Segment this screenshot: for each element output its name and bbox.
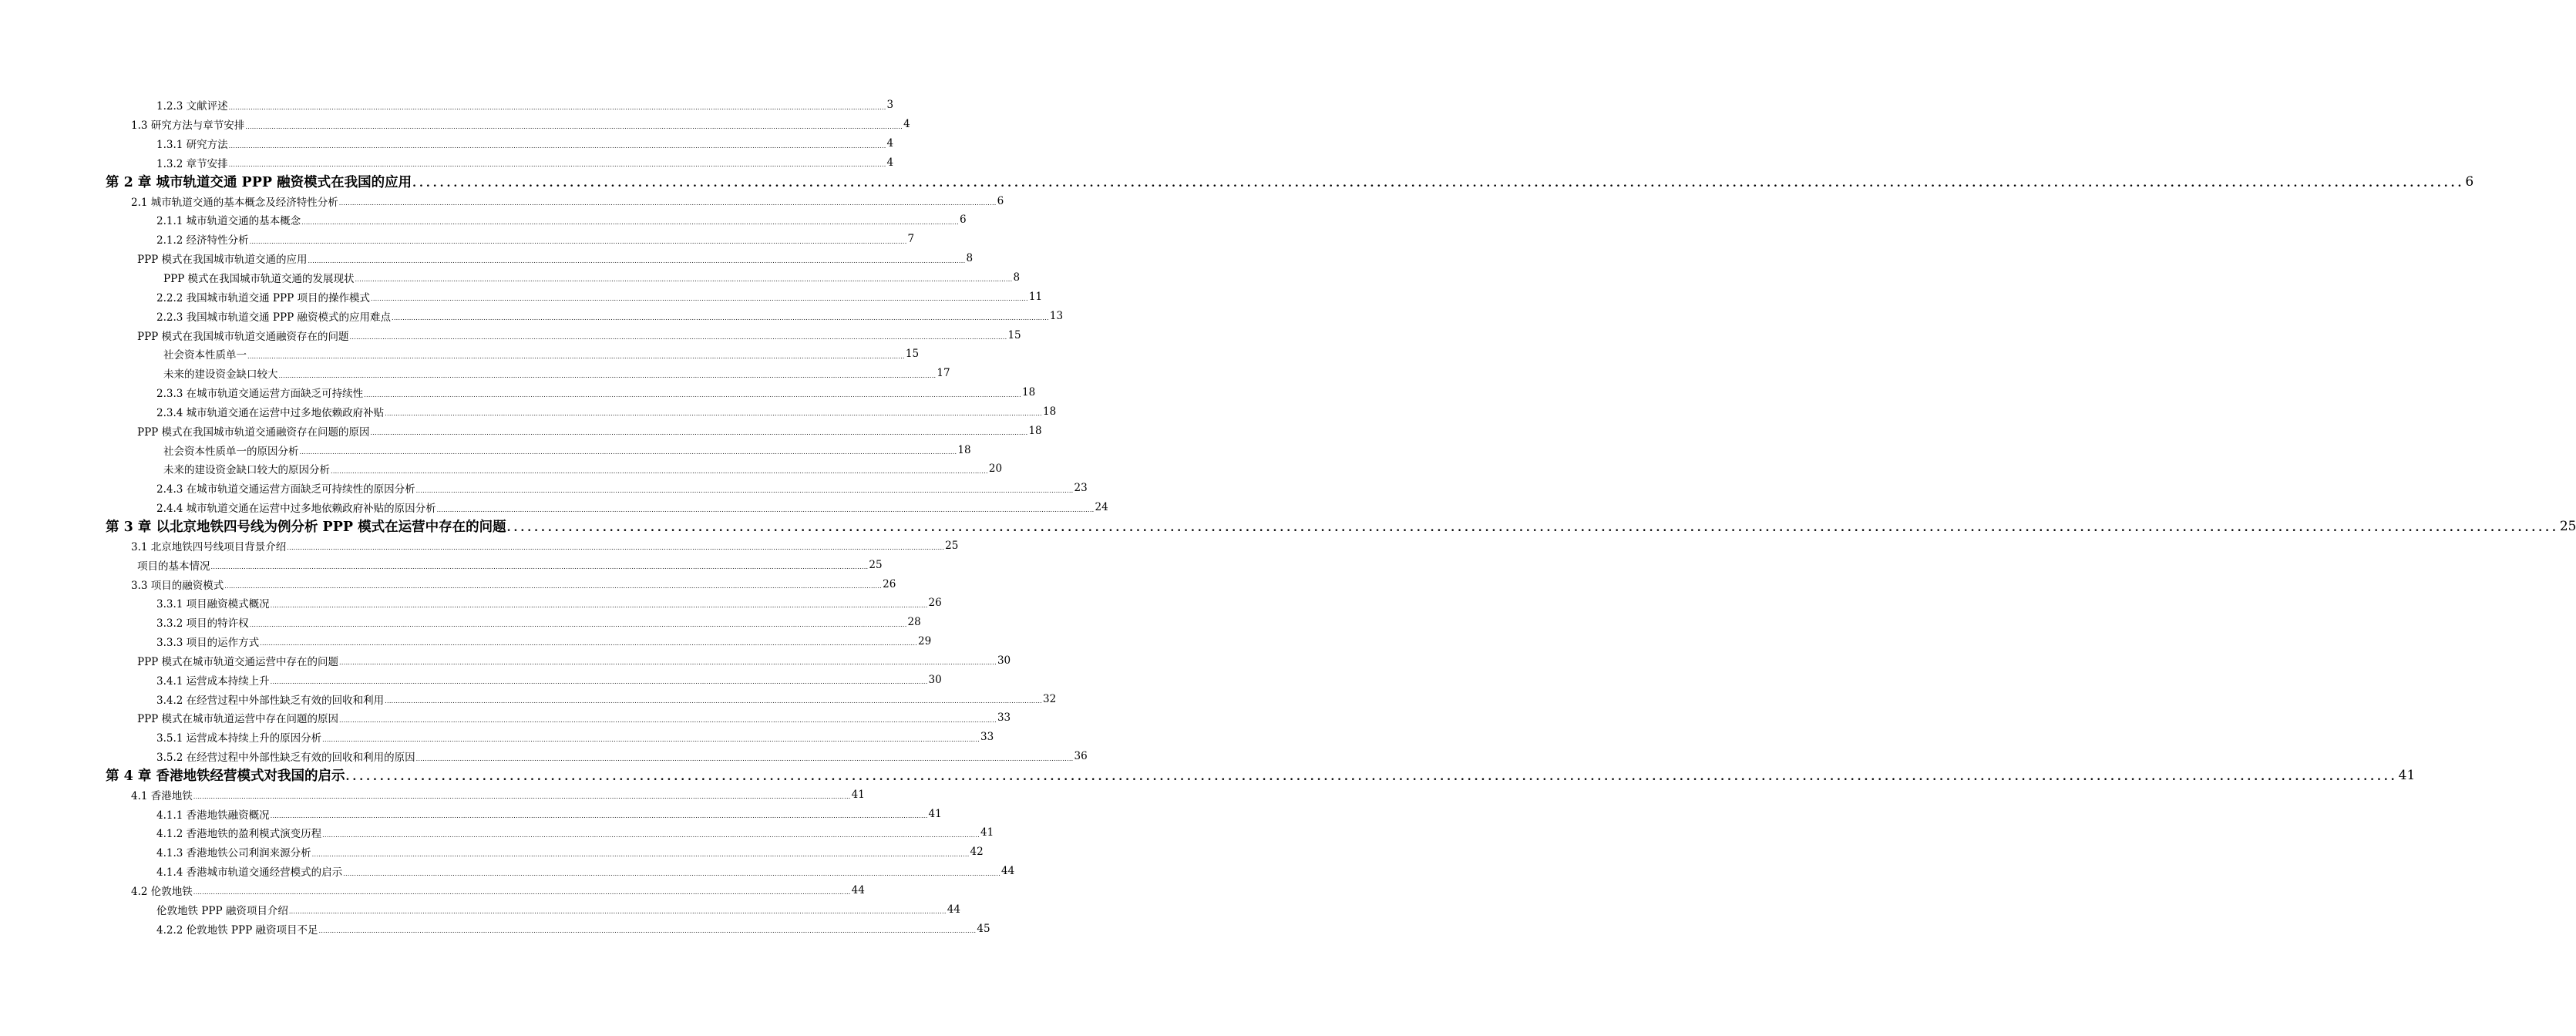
toc-entry-title: 3.3.3 项目的运作方式 (156, 637, 260, 650)
toc-entry[interactable] (0, 134, 894, 153)
toc-entry[interactable] (0, 383, 1036, 402)
toc-entry-page-number: 18 (1022, 386, 1036, 399)
toc-entry-title: 3.1 北京地铁四号线项目背景介绍 (131, 540, 287, 553)
toc-entry-title: PPP 模式在我国城市轨道交通融资存在问题的原因 (137, 426, 370, 439)
toc-entry-page-number: 32 (1043, 692, 1057, 705)
dot-leader: ............................................................................................................................................................................................................................................................................................................ (247, 352, 905, 360)
dot-leader: ............................................................................................................................................................................................................................................................................................................ (339, 659, 997, 667)
toc-entry-title: 2.4.4 城市轨道交通在运营中过多地依赖政府补贴的原因分析 (156, 503, 436, 516)
toc-entry-page-number: 25 (2559, 518, 2576, 534)
toc-entry-title: 项目的基本情况 (137, 560, 210, 573)
toc-chapter-entry[interactable] (0, 172, 2474, 191)
toc-entry[interactable] (0, 210, 967, 230)
toc-entry-title: 2.3.4 城市轨道交通在运营中过多地依赖政府补贴 (156, 406, 385, 419)
toc-entry-page-number: 42 (970, 846, 984, 859)
toc-entry-page-number: 6 (997, 194, 1004, 207)
toc-entry-title: 1.2.3 文献评述 (156, 100, 228, 113)
toc-chapter-entry[interactable] (0, 766, 2416, 785)
dot-leader: ............................................................................................................................................................................................................................................................................................................ (193, 793, 851, 801)
toc-entry-page-number: 30 (997, 654, 1011, 667)
toc-entry-title: 4.1.2 香港地铁的盈利模式演变历程 (156, 828, 322, 841)
dot-leader: ............................................................................................................................................................................................................................................................................................................ (385, 698, 1043, 705)
dot-leader: ............................................................................................................................................................................................................................................................................................................ (228, 103, 886, 111)
toc-entry-title: 第 2 章 城市轨道交通 PPP 融资模式在我国的应用 (106, 175, 412, 191)
dot-leader: ............................................................................................................................................................................................................................................................................................................ (391, 314, 1049, 322)
toc-entry[interactable] (0, 823, 994, 843)
toc-entry-page-number: 25 (869, 558, 883, 571)
dot-leader: ............................................................................................................................................................................................................................................................................................................ (370, 429, 1028, 437)
toc-entry-title: 2.1.1 城市轨道交通的基本概念 (156, 215, 301, 228)
dot-leader: ............................................................................................................................................................................................................................................................................................................ (339, 716, 997, 724)
toc-entry[interactable] (0, 153, 894, 173)
toc-entry[interactable] (0, 747, 1088, 766)
dot-leader: ............................................................................................................................................................................................................................................................................................................ (345, 771, 2398, 784)
dot-leader: ............................................................................................................................................................................................................................................................................................................ (322, 735, 980, 743)
dot-leader: ............................................................................................................................................................................................................................................................................................................ (318, 927, 977, 935)
toc-entry-title: 社会资本性质单一的原因分析 (163, 445, 299, 458)
toc-entry[interactable] (0, 364, 950, 383)
dot-leader: ............................................................................................................................................................................................................................................................................................................ (249, 621, 907, 628)
toc-entry[interactable] (0, 306, 1064, 325)
toc-entry[interactable] (0, 881, 865, 900)
toc-entry-title: 2.1.2 经济特性分析 (156, 234, 249, 247)
toc-entry-page-number: 45 (977, 922, 990, 935)
dot-leader: ............................................................................................................................................................................................................................................................................................................ (260, 640, 918, 648)
toc-entry-page-number: 41 (928, 807, 942, 820)
toc-entry-title: 未来的建设资金缺口较大 (163, 368, 278, 382)
toc-entry-page-number: 26 (928, 597, 942, 610)
toc-entry-title: PPP 模式在城市轨道运营中存在问题的原因 (137, 713, 339, 726)
toc-chapter-entry[interactable] (0, 517, 2576, 536)
toc-entry-title: 4.1.1 香港地铁融资概况 (156, 809, 270, 822)
toc-entry-title: 4.1 香港地铁 (131, 789, 193, 802)
toc-entry[interactable] (0, 402, 1057, 422)
toc-entry[interactable] (0, 459, 1003, 479)
toc-entry[interactable] (0, 345, 920, 364)
toc-entry-page-number: 4 (886, 156, 894, 169)
toc-entry-title: 2.4.3 在城市轨道交通运营方面缺乏可持续性的原因分析 (156, 483, 415, 496)
toc-entry-title: 3.5.2 在经营过程中外部性缺乏有效的回收和利用的原因 (156, 752, 415, 765)
toc-entry-page-number: 4 (903, 118, 910, 131)
toc-entry-page-number: 30 (928, 673, 942, 686)
toc-entry[interactable] (0, 708, 1011, 728)
toc-entry-page-number: 18 (1043, 405, 1057, 418)
toc-entry-page-number: 20 (988, 462, 1003, 476)
toc-entry[interactable] (0, 555, 883, 574)
toc-entry-title: 3.3 项目的融资模式 (131, 579, 224, 592)
toc-entry-page-number: 13 (1049, 309, 1064, 322)
toc-entry-page-number: 7 (907, 233, 915, 246)
dot-leader: ............................................................................................................................................................................................................................................................................................................ (415, 486, 1074, 494)
dot-leader: ............................................................................................................................................................................................................................................................................................................ (287, 544, 945, 552)
dot-leader: ............................................................................................................................................................................................................................................................................................................ (308, 257, 966, 264)
toc-entry-title: 未来的建设资金缺口较大的原因分析 (163, 464, 330, 477)
toc-entry-page-number: 23 (1074, 482, 1088, 495)
dot-leader: ............................................................................................................................................................................................................................................................................................................ (412, 177, 2465, 190)
dot-leader: ............................................................................................................................................................................................................................................................................................................ (270, 678, 928, 686)
toc-entry-page-number: 18 (957, 443, 971, 456)
dot-leader: ............................................................................................................................................................................................................................................................................................................ (210, 563, 869, 571)
toc-entry-title: 1.3.1 研究方法 (156, 139, 228, 152)
toc-entry-title: 1.3.2 章节安排 (156, 157, 228, 170)
toc-entry-page-number: 11 (1028, 290, 1043, 303)
toc-entry[interactable] (0, 287, 1043, 306)
toc-entry-title: 2.2.2 我国城市轨道交通 PPP 项目的操作模式 (156, 291, 370, 304)
toc-entry-page-number: 29 (918, 635, 932, 648)
toc-entry-title: PPP 模式在城市轨道交通运营中存在的问题 (137, 655, 339, 668)
dot-leader: ............................................................................................................................................................................................................................................................................................................ (245, 123, 903, 130)
toc-entry[interactable] (0, 900, 960, 919)
toc-entry[interactable] (0, 115, 910, 134)
toc-entry[interactable] (0, 785, 865, 804)
toc-entry-page-number: 33 (980, 731, 994, 744)
toc-entry-title: 4.1.3 香港地铁公司利润来源分析 (156, 847, 311, 860)
toc-entry[interactable] (0, 479, 1088, 498)
dot-leader: ............................................................................................................................................................................................................................................................................................................ (228, 142, 886, 150)
dot-leader: ............................................................................................................................................................................................................................................................................................................ (311, 850, 970, 858)
toc-entry[interactable] (0, 230, 915, 249)
toc-entry[interactable] (0, 594, 942, 613)
toc-entry[interactable] (0, 632, 932, 651)
toc-entry-page-number: 44 (1001, 865, 1015, 878)
toc-entry[interactable] (0, 536, 959, 555)
dot-leader: ............................................................................................................................................................................................................................................................................................................ (436, 506, 1095, 513)
toc-entry-page-number: 28 (907, 616, 921, 629)
toc-entry[interactable] (0, 670, 942, 689)
dot-leader: ............................................................................................................................................................................................................................................................................................................ (506, 522, 2559, 535)
toc-entry-title: PPP 模式在我国城市轨道交通的应用 (137, 254, 308, 267)
dot-leader: ............................................................................................................................................................................................................................................................................................................ (270, 812, 928, 820)
dot-leader: ............................................................................................................................................................................................................................................................................................................ (270, 601, 928, 609)
dot-leader: ............................................................................................................................................................................................................................................................................................................ (288, 908, 947, 916)
toc-entry-title: 社会资本性质单一 (163, 349, 247, 362)
dot-leader: ............................................................................................................................................................................................................................................................................................................ (299, 449, 957, 456)
toc-entry-page-number: 25 (945, 539, 959, 552)
toc-entry[interactable] (0, 689, 1057, 708)
toc-entry[interactable] (0, 268, 1021, 288)
toc-entry[interactable] (0, 862, 1015, 881)
dot-leader: ............................................................................................................................................................................................................................................................................................................ (415, 755, 1074, 762)
dot-leader: ............................................................................................................................................................................................................................................................................................................ (322, 831, 980, 839)
toc-entry-title: 4.1.4 香港城市轨道交通经营模式的启示 (156, 866, 343, 880)
toc-entry-title: 4.2.2 伦敦地铁 PPP 融资项目不足 (156, 923, 318, 937)
toc-entry-page-number: 36 (1074, 750, 1088, 763)
toc-entry[interactable] (0, 249, 974, 268)
toc-entry-page-number: 44 (851, 884, 865, 897)
toc-entry-title: 2.2.3 我国城市轨道交通 PPP 融资模式的应用难点 (156, 311, 391, 324)
toc-entry-page-number: 3 (886, 99, 894, 112)
toc-entry-page-number: 26 (883, 577, 896, 590)
dot-leader: ............................................................................................................................................................................................................................................................................................................ (301, 218, 960, 226)
toc-entry-page-number: 41 (851, 788, 865, 801)
toc-entry[interactable] (0, 421, 1042, 440)
toc-entry[interactable] (0, 804, 942, 823)
dot-leader: ............................................................................................................................................................................................................................................................................................................ (355, 276, 1013, 284)
dot-leader: ............................................................................................................................................................................................................................................................................................................ (228, 161, 886, 169)
toc-entry[interactable] (0, 843, 984, 862)
toc-entry-page-number: 6 (960, 214, 967, 227)
toc-entry-page-number: 44 (947, 903, 960, 916)
toc-entry-page-number: 18 (1028, 424, 1042, 437)
toc-entry-title: 2.3.3 在城市轨道交通运营方面缺乏可持续性 (156, 388, 364, 401)
toc-entry-title: 第 4 章 香港地铁经营模式对我国的启示 (106, 769, 345, 785)
table-of-contents (0, 96, 2576, 938)
toc-entry-title: 3.3.1 项目融资模式概况 (156, 598, 270, 611)
toc-entry[interactable] (0, 440, 971, 459)
dot-leader: ............................................................................................................................................................................................................................................................................................................ (349, 333, 1007, 341)
dot-leader: ............................................................................................................................................................................................................................................................................................................ (331, 467, 988, 475)
toc-entry[interactable] (0, 574, 896, 594)
toc-entry-title: 3.4.1 运营成本持续上升 (156, 674, 270, 688)
toc-entry-page-number: 24 (1095, 501, 1108, 514)
toc-entry[interactable] (0, 325, 1021, 345)
toc-entry-page-number: 41 (980, 826, 994, 839)
toc-entry-title: PPP 模式在我国城市轨道交通融资存在的问题 (137, 330, 349, 343)
toc-entry-title: 第 3 章 以北京地铁四号线为例分析 PPP 模式在运营中存在的问题 (106, 520, 506, 536)
toc-entry-title: PPP 模式在我国城市轨道交通的发展现状 (163, 273, 355, 286)
toc-entry-page-number: 8 (1013, 271, 1021, 284)
toc-entry[interactable] (0, 96, 894, 115)
dot-leader: ............................................................................................................................................................................................................................................................................................................ (193, 889, 851, 896)
dot-leader: ............................................................................................................................................................................................................................................................................................................ (343, 870, 1001, 877)
toc-entry-title: 3.5.1 运营成本持续上升的原因分析 (156, 732, 322, 745)
toc-entry[interactable] (0, 191, 1004, 210)
toc-entry-title: 3.4.2 在经营过程中外部性缺乏有效的回收和利用 (156, 694, 385, 707)
toc-entry-title: 3.3.2 项目的特许权 (156, 617, 249, 631)
toc-entry-page-number: 6 (2465, 173, 2474, 190)
toc-entry-page-number: 8 (966, 252, 974, 265)
toc-entry-title: 4.2 伦敦地铁 (131, 886, 193, 899)
toc-entry-page-number: 41 (2398, 767, 2416, 783)
toc-entry[interactable] (0, 919, 990, 938)
toc-entry-page-number: 33 (997, 711, 1011, 725)
toc-entry[interactable] (0, 498, 1108, 517)
toc-entry[interactable] (0, 728, 994, 747)
toc-entry-title: 2.1 城市轨道交通的基本概念及经济特性分析 (131, 196, 338, 209)
dot-leader: ............................................................................................................................................................................................................................................................................................................ (385, 410, 1043, 418)
toc-entry-page-number: 15 (1007, 328, 1021, 341)
toc-entry-title: 1.3 研究方法与章节安排 (131, 119, 245, 133)
toc-entry[interactable] (0, 651, 1011, 670)
toc-entry[interactable] (0, 613, 921, 632)
toc-entry-page-number: 17 (937, 367, 950, 380)
toc-entry-page-number: 4 (886, 137, 894, 150)
dot-leader: ............................................................................................................................................................................................................................................................................................................ (338, 200, 997, 207)
dot-leader: ............................................................................................................................................................................................................................................................................................................ (364, 391, 1022, 399)
toc-entry-page-number: 15 (905, 348, 920, 361)
dot-leader: ............................................................................................................................................................................................................................................................................................................ (224, 582, 883, 590)
toc-entry-title: 伦敦地铁 PPP 融资项目介绍 (156, 904, 288, 917)
dot-leader: ............................................................................................................................................................................................................................................................................................................ (370, 295, 1028, 303)
dot-leader: ............................................................................................................................................................................................................................................................................................................ (278, 372, 937, 379)
dot-leader: ............................................................................................................................................................................................................................................................................................................ (249, 237, 907, 245)
